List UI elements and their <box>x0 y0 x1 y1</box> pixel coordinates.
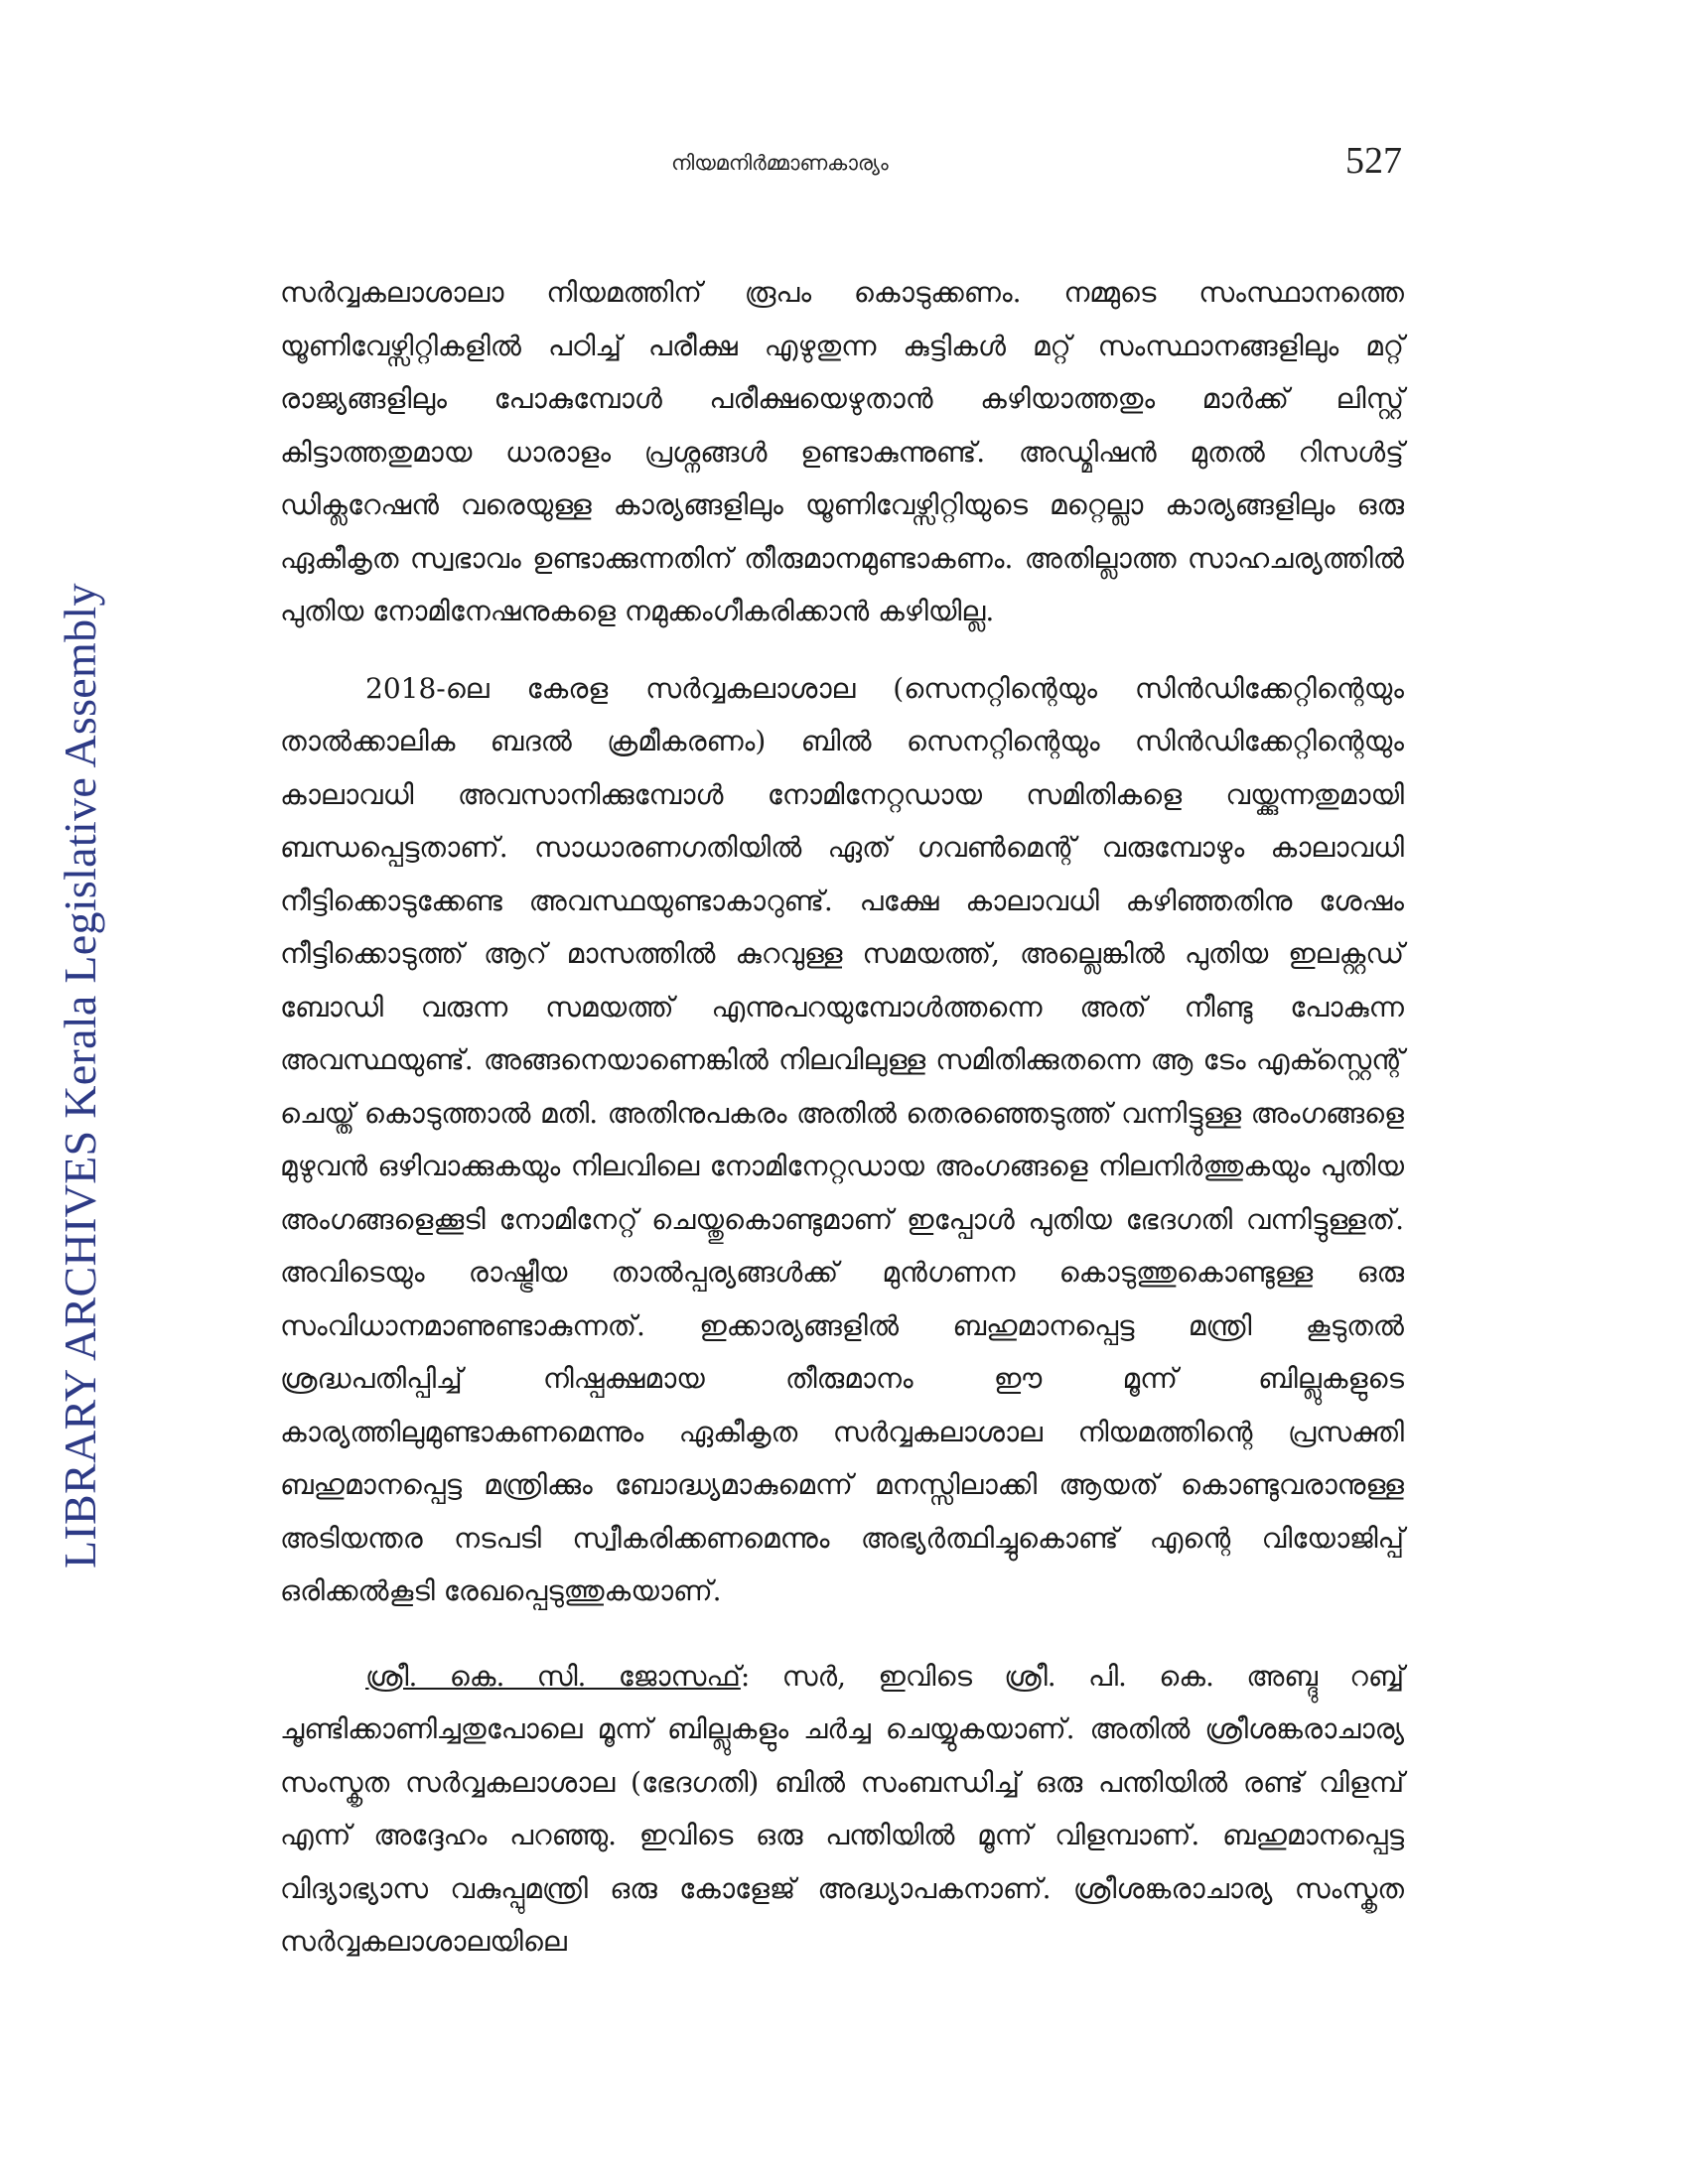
paragraph-1: സർവ്വകലാശാലാ നിയമത്തിന് രൂപം കൊടുക്കണം. നമ്മുടെ സംസ്ഥാനത്തെ യൂണിവേഴ്സിറ്റികളിൽ പഠിച്ച് പരീക്ഷ എഴുതുന്ന കുട്ടികൾ മറ്റ് സംസ്ഥാനങ്ങളിലും മറ്റ് രാജ്യങ്ങളിലും പോകുമ്പോൾ പരീക്ഷയെഴുതാൻ കഴിയാത്തതും മാർക്ക് ലിസ്റ്റ് കിട്ടാത്തതുമായ ധാരാളം പ്രശ്നങ്ങൾ ഉണ്ടാകുന്നുണ്ട്. അഡ്മിഷൻ മുതൽ റിസൾട്ട് ഡിക്ലറേഷൻ വരെയുള്ള കാര്യങ്ങളിലും യൂണിവേഴ്സിറ്റിയുടെ മറ്റെല്ലാ കാര്യങ്ങളിലും ഒരു ഏകീകൃത സ്വഭാവം ഉണ്ടാക്കുന്നതിന് തീരുമാനമുണ്ടാകണം. അതില്ലാത്ത സാഹചര്യത്തിൽ പുതിയ നോമിനേഷനുകളെ നമുക്കംഗീകരിക്കാൻ കഴിയില്ല. <box>280 276 1404 627</box>
running-title: നിയമനിർമ്മാണകാര്യം <box>671 151 889 175</box>
archive-watermark: LIBRARY ARCHIVES Kerala Legislative Assembly <box>55 583 105 1569</box>
page-body <box>280 266 1404 1969</box>
page-number: 527 <box>1345 140 1402 182</box>
paragraph-3 <box>280 1650 1404 1969</box>
speech-text: : സർ, ഇവിടെ ശ്രീ. പി. കെ. അബ്ദു റബ്ബ് ചൂണ്ടിക്കാണിച്ചതുപോലെ മൂന്ന് ബില്ലുകളും ചർച്ച ചെയ്യുകയാണ്. അതിൽ ശ്രീശങ്കരാചാര്യ സംസ്കൃത സർവ്വകലാശാല (ഭേദഗതി) ബിൽ സംബന്ധിച്ച് ഒരു പന്തിയിൽ രണ്ട് വിളമ്പ് എന്ന് അദ്ദേഹം പറഞ്ഞു. ഇവിടെ ഒരു പന്തിയിൽ മൂന്ന് വിളമ്പാണ്. ബഹുമാനപ്പെട്ട വിദ്യാഭ്യാസ വകുപ്പുമന്ത്രി ഒരു കോളേജ് അദ്ധ്യാപകനാണ്. ശ്രീശങ്കരാചാര്യ സംസ്കൃത സർവ്വകലാശാലയിലെ <box>280 1659 1404 1958</box>
paragraph-2: 2018-ലെ കേരള സർവ്വകലാശാല (സെനറ്റിന്റെയും സിൻഡിക്കേറ്റിന്റെയും താൽക്കാലിക ബദൽ ക്രമീകരണം) ബിൽ സെനറ്റിന്റെയും സിൻഡിക്കേറ്റിന്റെയും കാലാവധി അവസാനിക്കുമ്പോൾ നോമിനേറ്റഡായ സമിതികളെ വയ്ക്കുന്നതുമായി ബന്ധപ്പെട്ടതാണ്. സാധാരണഗതിയിൽ ഏത് ഗവൺമെന്റ് വരുമ്പോഴും കാലാവധി നീട്ടിക്കൊടുക്കേണ്ട അവസ്ഥയുണ്ടാകാറുണ്ട്. പക്ഷേ കാലാവധി കഴിഞ്ഞതിനു ശേഷം നീട്ടിക്കൊടുത്ത് ആറ് മാസത്തിൽ കുറവുള്ള സമയത്ത്, അല്ലെങ്കിൽ പുതിയ ഇലക്റ്റഡ് ബോഡി വരുന്ന സമയത്ത് എന്നുപറയുമ്പോൾത്തന്നെ അത് നീണ്ടു പോകുന്ന അവസ്ഥയുണ്ട്. അങ്ങനെയാണെങ്കിൽ നിലവിലുള്ള സമിതിക്കുതന്നെ ആ ടേം എക്സ്റ്റെന്റ് ചെയ്ത് കൊടുത്താൽ മതി. അതിനുപകരം അതിൽ തെരഞ്ഞെടുത്ത് വന്നിട്ടുള്ള അംഗങ്ങളെ മുഴുവൻ ഒഴിവാക്കുകയും നിലവിലെ നോമിനേറ്റഡായ അംഗങ്ങളെ നിലനിർത്തുകയും പുതിയ അംഗങ്ങളെക്കൂടി നോമിനേറ്റ് ചെയ്തുകൊണ്ടുമാണ് ഇപ്പോൾ പുതിയ ഭേദഗതി വന്നിട്ടുള്ളത്. അവിടെയും രാഷ്ട്രീയ താൽപ്പര്യങ്ങൾക്ക് മുൻഗണന കൊടുത്തുകൊണ്ടുള്ള ഒരു സംവിധാനമാണുണ്ടാകുന്നത്. ഇക്കാര്യങ്ങളിൽ ബഹുമാനപ്പെട്ട മന്ത്രി കൂടുതൽ ശ്രദ്ധപതിപ്പിച്ച് നിഷ്പക്ഷമായ തീരുമാനം ഈ മൂന്ന് ബില്ലുകളുടെ കാര്യത്തിലുമുണ്ടാകണമെന്നും ഏകീകൃത സർവ്വകലാശാല നിയമത്തിന്റെ പ്രസക്തി ബഹുമാനപ്പെട്ട മന്ത്രിക്കും ബോദ്ധ്യമാകുമെന്ന് മനസ്സിലാക്കി ആയത് കൊണ്ടുവരാനുള്ള അടിയന്തര നടപടി സ്വീകരിക്കണമെന്നും അഭ്യർത്ഥിച്ചുകൊണ്ട് എന്റെ വിയോജിപ്പ് ഒരിക്കൽകൂടി രേഖപ്പെടുത്തുകയാണ്. <box>280 671 1404 1607</box>
speaker-name: ശ്രീ. കെ. സി. ജോസഫ് <box>365 1659 741 1693</box>
